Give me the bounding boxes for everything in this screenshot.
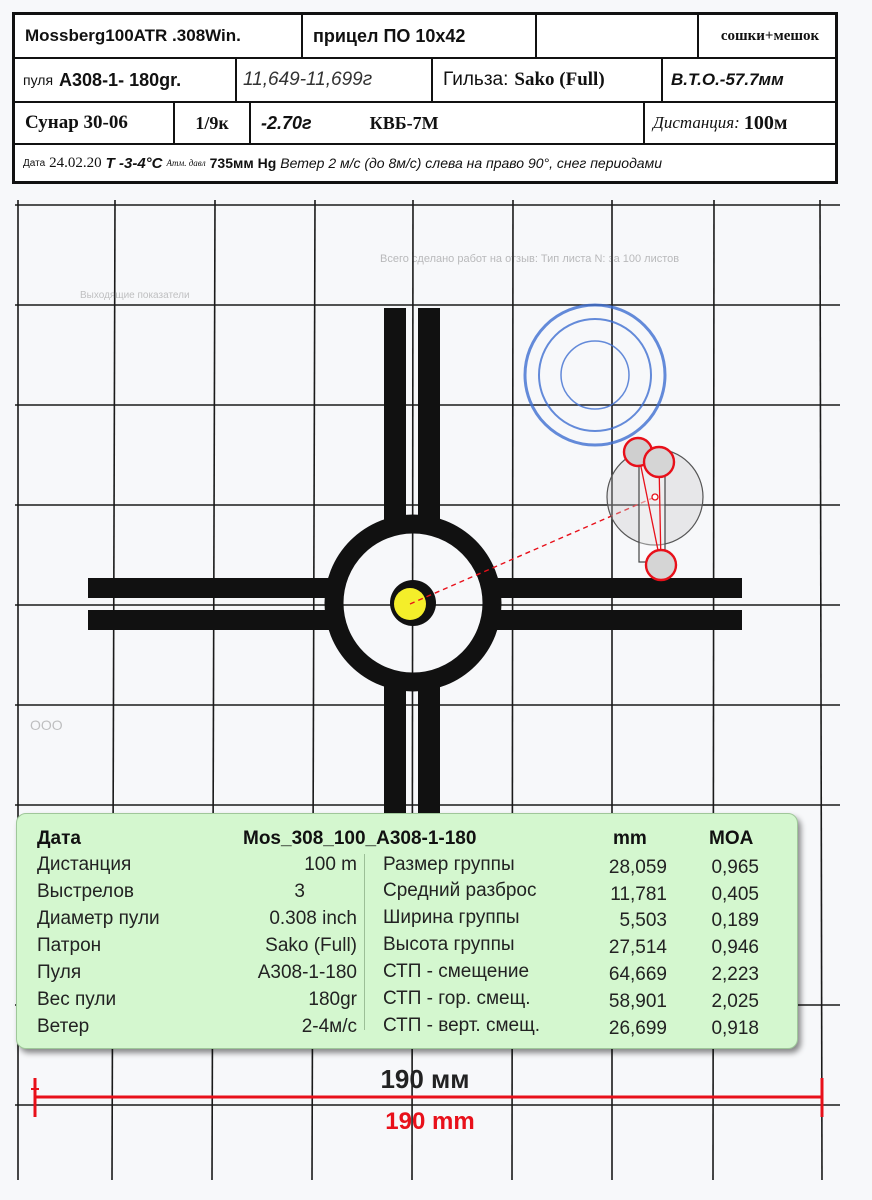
date-caption: Дата bbox=[23, 157, 46, 169]
poi-center bbox=[652, 494, 658, 500]
bullet-hole bbox=[646, 550, 676, 580]
metric-moa: 0,918 bbox=[711, 1018, 759, 1039]
scope-label: прицел ПО 10х42 bbox=[303, 15, 537, 57]
powder-charge bbox=[251, 103, 643, 143]
param-label: Дистанция bbox=[37, 854, 132, 875]
svg-text:Всего сделано работ на отзыв:: Всего сделано работ на отзыв: Тип листа N: за 100 листов bbox=[380, 253, 680, 265]
weather-note: Ветер 2 м/с (до 8м/с) слева на право 90°, снег периодами bbox=[280, 155, 662, 171]
metric-label: Ширина группы bbox=[383, 907, 520, 928]
param-value: 0.308 inch bbox=[269, 908, 357, 929]
metric-moa: 0,189 bbox=[711, 910, 759, 931]
metric-label: Размер группы bbox=[383, 854, 515, 875]
distance-value: 100м bbox=[743, 111, 788, 134]
metric-moa: 0,946 bbox=[711, 937, 759, 958]
powder-charge-value: -2.70г bbox=[261, 112, 312, 133]
panel-divider bbox=[364, 854, 365, 1030]
metric-label: Средний разброс bbox=[383, 880, 537, 901]
results-panel bbox=[16, 813, 798, 1049]
metric-moa: 0,965 bbox=[711, 857, 759, 878]
metric-mm: 28,059 bbox=[608, 857, 667, 878]
rifle-label: Mossberg100ATR .308Win. bbox=[15, 15, 303, 57]
header-empty-cell bbox=[537, 15, 699, 57]
bullet-hole bbox=[644, 447, 674, 477]
conditions-line bbox=[15, 145, 835, 181]
session-id: Mos_308_100_A308-1-180 bbox=[243, 828, 477, 849]
distance-caption: Дистанция: bbox=[653, 113, 740, 132]
metric-label: СТП - верт. смещ. bbox=[383, 1015, 541, 1036]
metric-label: СТП - гор. смещ. bbox=[383, 988, 531, 1009]
metric-mm: 5,503 bbox=[619, 910, 667, 931]
metric-moa: 2,025 bbox=[711, 991, 759, 1012]
param-label: Пуля bbox=[37, 962, 82, 983]
metric-moa: 0,405 bbox=[711, 884, 759, 905]
col-header-mm: mm bbox=[613, 828, 647, 849]
param-value: A308-1-180 bbox=[257, 962, 357, 983]
distance-cell bbox=[643, 103, 841, 143]
target-header-card bbox=[12, 12, 838, 184]
metric-mm: 26,699 bbox=[608, 1018, 667, 1039]
param-value: Sako (Full) bbox=[265, 935, 357, 956]
case-caption: Гильза: bbox=[443, 69, 509, 90]
bullet-caption: пуля bbox=[23, 72, 54, 88]
pressure-value: 735мм Hg bbox=[209, 155, 277, 171]
twist-label: 1/9к bbox=[175, 103, 251, 143]
case-value: Sako (Full) bbox=[514, 69, 605, 90]
param-value: 3 bbox=[294, 881, 305, 902]
powder-label: Сунар 30-06 bbox=[15, 103, 175, 143]
param-label: Патрон bbox=[37, 935, 102, 956]
metric-label: СТП - смещение bbox=[383, 961, 530, 982]
param-label: Диаметр пули bbox=[37, 908, 160, 929]
param-value: 2-4м/с bbox=[301, 1016, 357, 1037]
primer-label: КВБ-7М bbox=[369, 112, 439, 133]
case-cell bbox=[433, 59, 663, 101]
scale-label-printed: 190 мм bbox=[380, 1064, 470, 1094]
metric-mm: 64,669 bbox=[608, 964, 667, 985]
param-value: 100 m bbox=[304, 854, 357, 875]
scale-label-overlay: 190 mm bbox=[385, 1108, 475, 1135]
svg-text:ООО: ООО bbox=[30, 717, 63, 733]
date-value: 24.02.20 bbox=[49, 154, 102, 171]
metric-mm: 27,514 bbox=[608, 937, 667, 958]
param-label: Вес пули bbox=[37, 989, 117, 1010]
col-header-moa: MOA bbox=[709, 828, 754, 849]
metric-mm: 11,781 bbox=[610, 884, 667, 905]
support-label: сошки+мешок bbox=[720, 27, 820, 44]
cartridge-length: B.T.O.-57.7мм bbox=[671, 70, 784, 89]
param-label: Ветер bbox=[37, 1016, 90, 1037]
metric-label: Высота группы bbox=[383, 934, 515, 955]
bullet-value: A308-1- 180gr. bbox=[59, 69, 182, 90]
col-header-date: Дата bbox=[37, 828, 81, 849]
metric-moa: 2,223 bbox=[711, 964, 759, 985]
pressure-caption: Атм. давл bbox=[166, 158, 206, 168]
temperature: T -3-4°C bbox=[105, 154, 163, 172]
param-label: Выстрелов bbox=[37, 881, 134, 902]
bullet-cell bbox=[15, 59, 237, 101]
metric-mm: 58,901 bbox=[608, 991, 667, 1012]
stamp bbox=[525, 305, 665, 445]
svg-text:Выходящие показатели: Выходящие показатели bbox=[80, 290, 190, 301]
param-value: 180gr bbox=[308, 989, 357, 1010]
charge-weight: 11,649-11,699г bbox=[237, 59, 433, 101]
